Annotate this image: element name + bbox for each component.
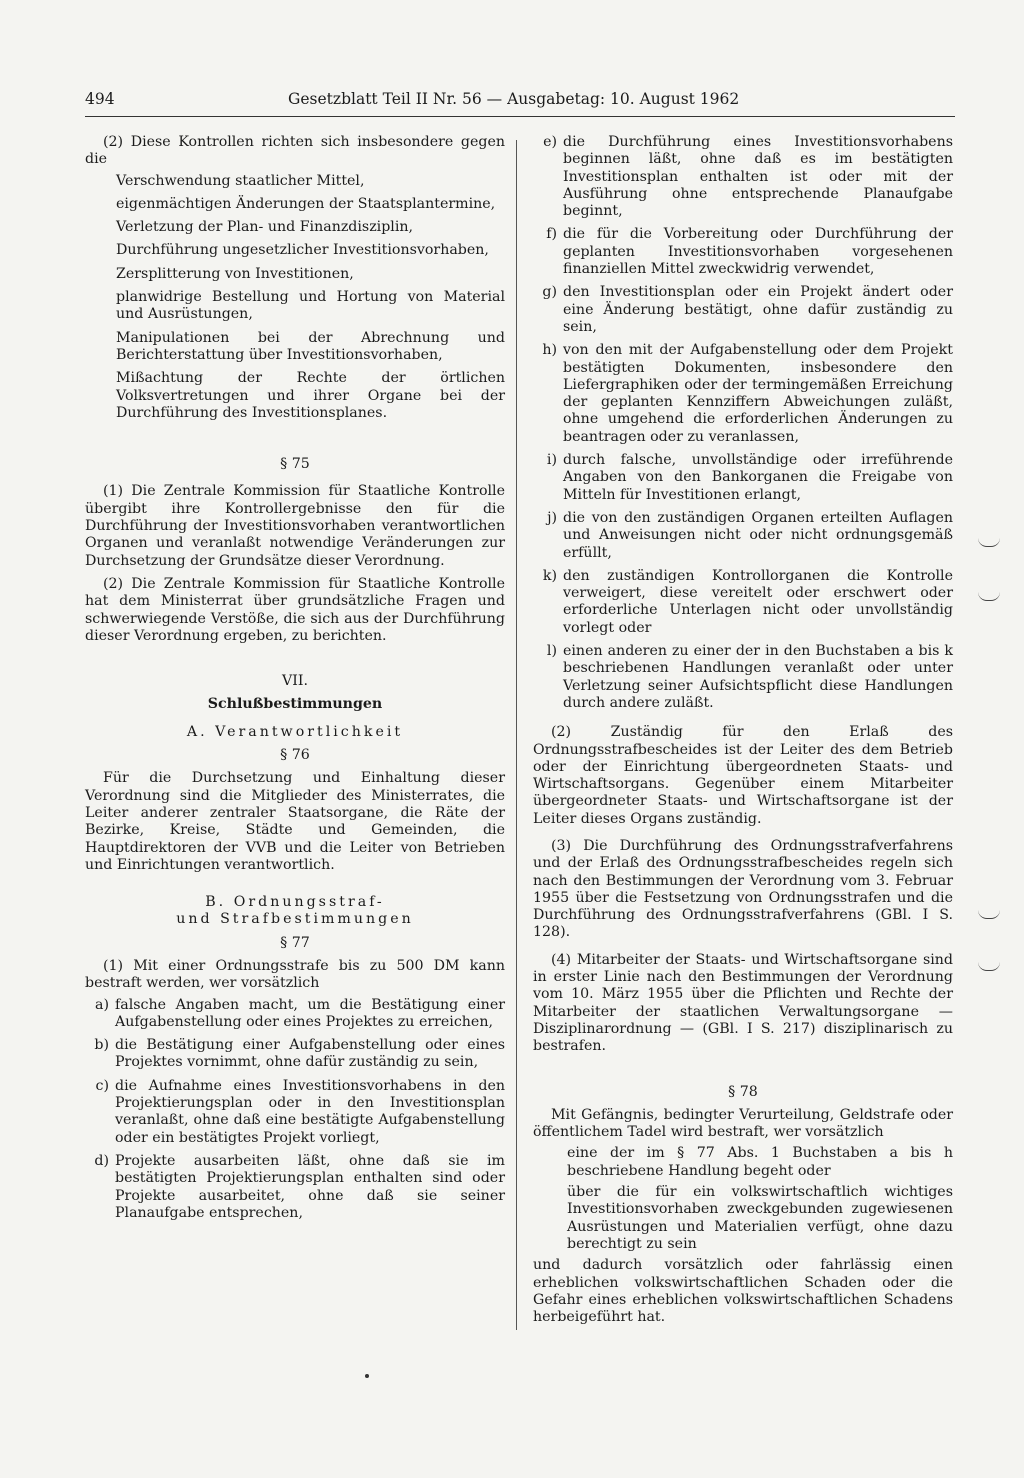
left-column (85, 134, 505, 1228)
margin-mark (978, 962, 1000, 971)
part-number: VII. (282, 673, 308, 690)
paragraph: (4) Mitarbeiter der Staats- und Wirtschaftsorgane sind in erster Linie nach den Bestimmungen der Verordnung vom 10. März 1955 über die Pflichten und Rechte der Mitarbeiter der staatlichen Verwaltungsorgane — Disziplinarordnung — (GBl. I S. 217) disziplinarisch zu bestrafen. (533, 951, 953, 1055)
paragraph: (1) Mit einer Ordnungsstrafe bis zu 500 DM kann bestraft werden, wer vorsätzlich (85, 957, 505, 992)
paragraph: Für die Durchsetzung und Einhaltung dieser Verordnung sind die Mitglieder des Ministerrates, die Leiter anderer zentraler Staatsorgane, die Räte der Bezirke, Kreise, Städte und Gemeinden, die Hauptdirektoren der VVB und die Leiter von Betrieben und Einrichtungen verantwortlich. (85, 770, 505, 873)
section-heading: § 76 (280, 747, 310, 764)
list-item: eine der im § 77 Abs. 1 Buchstaben a bis h beschriebene Handlung begeht oder (567, 1145, 953, 1179)
margin-mark (978, 910, 1000, 919)
column-separator (516, 140, 517, 1330)
paragraph: (2) Zuständig für den Erlaß des Ordnungsstrafbescheides ist der Leiter des dem Betrieb oder der Einrichtung übergeordneten Staats- und Wirtschaftsorgans. Gegenüber einem Mitarbeiter übergeordneter Staats- und Wirtschaftsorgane ist der Leiter dieses Organs zuständig. (533, 724, 953, 827)
list-item: Durchführung ungesetzlicher Investitionsvorhaben, (116, 242, 489, 259)
list-item: Manipulationen bei der Abrechnung und Berichterstattung über Investitionsvorhaben, (116, 329, 505, 363)
list-item: d) Projekte ausarbeiten läßt, ohne daß sie im bestätigten Projektierungsplan enthalten sind oder Projekte ausarbeitet, ohne daß sie seiner Planaufgabe entsprechen, (94, 1152, 505, 1221)
list-item: b) die Bestätigung einer Aufgabenstellung oder eines Projektes vornimmt, ohne dafür zuständig zu sein, (94, 1037, 505, 1071)
list-item: Verletzung der Plan- und Finanzdisziplin, (116, 219, 414, 236)
list-item: h) von den mit der Aufgabenstellung oder dem Projekt bestätigten Dokumenten, insbesondere den Liefergraphiken oder der termingemäßen Erreichung der geplanten Kennziffern Abweichungen zuläßt, ohne umgehend die erforderlichen Änderungen zu beantragen oder zu veranlassen, (542, 342, 953, 445)
list-item: f) die für die Vorbereitung oder Durchführung der geplanten Investitionsvorhaben vorgesehenen finanziellen Mittel zweckwidrig verwendet, (546, 226, 953, 278)
part-title: Schlußbestimmungen (207, 696, 383, 713)
paragraph: und dadurch vorsätzlich oder fahrlässig einen erheblichen volkswirtschaftlichen Schaden oder die Gefahr eines erheblichen volkswirtschaftlichen Schadens herbeigeführt hat. (533, 1257, 953, 1326)
section-heading: § 77 (280, 934, 310, 951)
section-heading: § 75 (280, 456, 310, 473)
subsection-heading: A. Verantwortlichkeit (186, 723, 404, 740)
print-speck (365, 1374, 369, 1378)
subsection-heading: B. Ordnungsstraf- (205, 894, 385, 911)
page-number: 494 (85, 90, 115, 108)
subsection-heading: und Strafbestimmungen (176, 911, 414, 928)
list-item: Mißachtung der Rechte der örtlichen Volksvertretungen und ihrer Organe bei der Durchführung des Investitionsplanes. (116, 370, 505, 421)
running-title: Gesetzblatt Teil II Nr. 56 — Ausgabetag: 10. August 1962 (288, 90, 740, 108)
violation-list (85, 173, 505, 423)
list-item: k) den zuständigen Kontrollorganen die Kontrolle verweigert, diese vereitelt oder erschwert oder erforderliche Unterlagen nicht oder unvollständig vorlegt oder (542, 567, 953, 636)
paragraph: (2) Die Zentrale Kommission für Staatliche Kontrolle hat dem Ministerrat über grundsätzliche Fragen und schwerwiegende Verstöße, die sich aus der Durchführung dieser Verordnung ergeben, zu berichten. (85, 575, 505, 644)
list-item: i) durch falsche, unvollständige oder irreführende Angaben von den Bankorganen die Freigabe von Mitteln für Investitionen erlangt, (546, 452, 953, 503)
right-column (533, 134, 953, 1326)
list-item: g) den Investitionsplan oder ein Projekt ändert oder eine Änderung bestätigt, ohne dafür zuständig zu sein, (542, 284, 953, 335)
margin-mark (978, 538, 1000, 547)
header-rule (85, 116, 955, 117)
list-item: Zersplitterung von Investitionen, (116, 265, 354, 282)
list-item: j) die von den zuständigen Organen erteilten Auflagen und Anweisungen nicht oder nicht ordnungsgemäß erfüllt, (547, 509, 953, 561)
list-item: Verschwendung staatlicher Mittel, (116, 172, 365, 189)
paragraph: Mit Gefängnis, bedingter Verurteilung, Geldstrafe oder öffentlichem Tadel wird bestraft, wer vorsätzlich (533, 1106, 953, 1141)
section-heading: § 78 (728, 1083, 758, 1100)
paragraph: (2) Diese Kontrollen richten sich insbesondere gegen die (85, 134, 505, 168)
paragraph: (1) Die Zentrale Kommission für Staatliche Kontrolle übergibt ihre Kontrollergebnisse den für die Durchführung der Investitionsvorhaben verantwortlichen Organen und veranlaßt notwendige Veränderungen zur Durchsetzung der Grundsätze dieser Verordnung. (85, 483, 505, 569)
list-item: über die für ein volkswirtschaftlich wichtiges Investitionsvorhaben zweckgebunden zugewiesenen Ausrüstungen und Materialien verfügt, ohne dazu berechtigt zu sein (567, 1184, 953, 1252)
paragraph: (3) Die Durchführung des Ordnungsstrafverfahrens und der Erlaß des Ordnungsstrafbescheides regeln sich nach den Bestimmungen der Verordnung vom 3. Februar 1955 über die Festsetzung von Ordnungsstrafen und die Durchführung des Ordnungsstrafverfahrens (GBl. I S. 128). (533, 837, 953, 941)
list-item: eigenmächtigen Änderungen der Staatsplantermine, (116, 195, 496, 212)
list-item: e) die Durchführung eines Investitionsvorhabens beginnen läßt, ohne daß es im bestätigten Investitionsplan enthalten ist oder mit der Ausführung ohne entsprechende Planaufgabe beginnt, (543, 134, 953, 220)
list-item: c) die Aufnahme eines Investitionsvorhabens in den Projektierungsplan oder in den Investitionsplan veranlaßt, ohne daß eine bestätigte Aufgabenstellung oder ein bestätigtes Projekt vorliegt, (95, 1077, 505, 1146)
list-item: a) falsche Angaben macht, um die Bestätigung einer Aufgabenstellung oder eines Projektes zu erreichen, (95, 996, 505, 1030)
list-item: l) einen anderen zu einer der in den Buchstaben a bis k beschriebenen Handlungen veranlaßt oder unter Verletzung seiner Aufsichtspflicht diese Handlungen durch andere zuläßt. (546, 643, 953, 711)
margin-mark (978, 592, 1000, 601)
list-item: planwidrige Bestellung und Hortung von Material und Ausrüstungen, (116, 289, 505, 323)
